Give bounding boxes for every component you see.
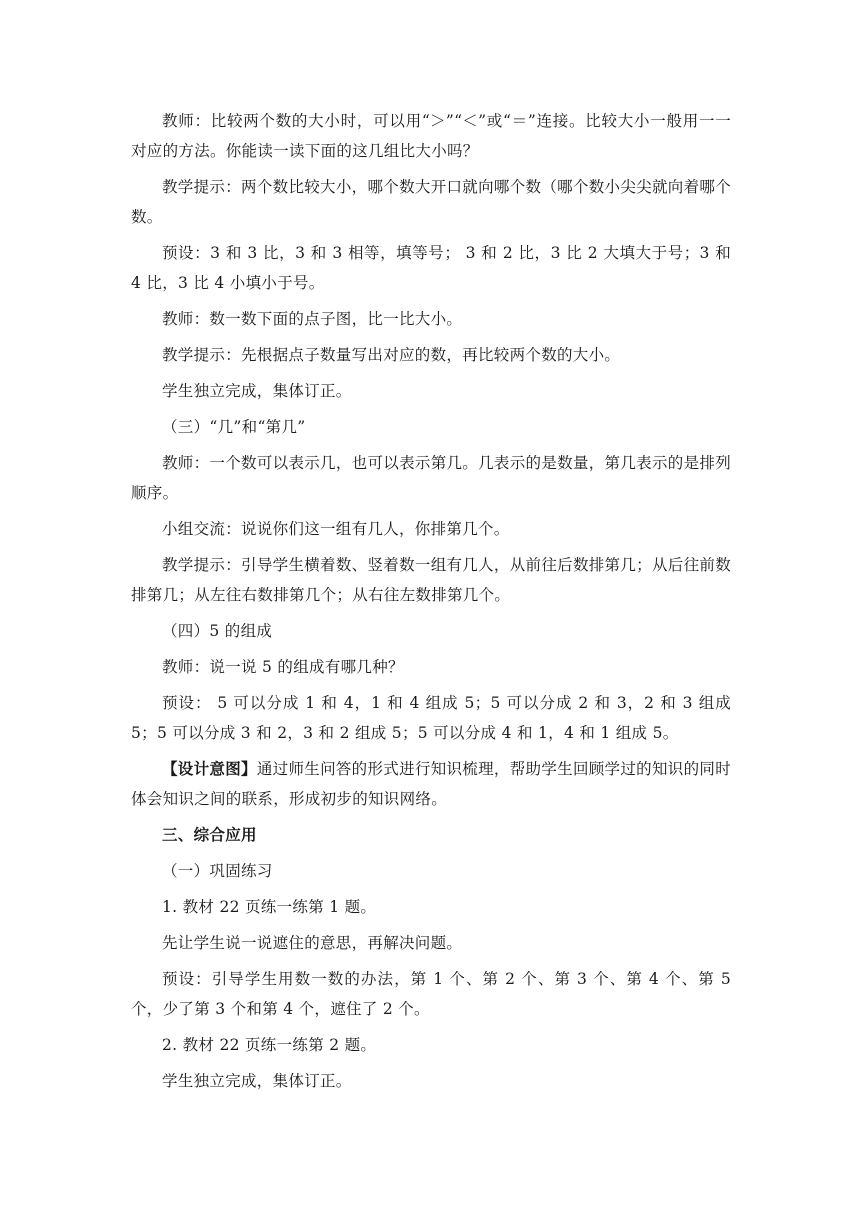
paragraph-teacher-ji: 教师：一个数可以表示几，也可以表示第几。几表示的是数量，第几表示的是排列顺序。 xyxy=(131,454,731,502)
subheading-composition-of-5: （四）5 的组成 xyxy=(162,622,273,640)
paragraph-teacher-compare: 教师：比较两个数的大小时，可以用“＞”“＜”或“＝”连接。比较大小一般用一一对应的方法。你能读一读下面的这几组比大小吗？ xyxy=(131,112,731,160)
paragraph-teaching-tip-dots: 教学提示：先根据点子数量写出对应的数，再比较两个数的大小。 xyxy=(162,346,621,364)
paragraph-preset-composition: 预设： 5 可以分成 1 和 4，1 和 4 组成 5；5 可以分成 2 和 3，2 和 3 组成 5；5 可以分成 3 和 2，3 和 2 组成 5；5 可以分成 4 和 1，4 和 1 组成 5。 xyxy=(131,694,731,742)
paragraph-teaching-tip-compare: 教学提示：两个数比较大小，哪个数大开口就向哪个数（哪个数小尖尖就向着哪个数。 xyxy=(131,178,731,226)
subheading-consolidation-practice: （一）巩固练习 xyxy=(162,862,273,880)
design-intent-text: 通过师生问答的形式进行知识梳理，帮助学生回顾学过的知识的同时体会知识之间的联系，形成初步的知识网络。 xyxy=(131,760,731,808)
subheading-ji-and-diji: （三）“几”和“第几” xyxy=(162,418,306,436)
document-page xyxy=(131,106,731,1102)
paragraph-teacher-dots: 教师：数一数下面的点子图，比一比大小。 xyxy=(162,310,463,328)
paragraph-design-intent xyxy=(131,754,731,814)
paragraph-students-complete-1: 学生独立完成，集体订正。 xyxy=(162,382,352,400)
design-intent-label: 【设计意图】 xyxy=(162,759,257,778)
paragraph-group-discussion: 小组交流：说说你们这一组有几人，你排第几个。 xyxy=(162,520,510,538)
paragraph-exercise-2: 2. 教材 22 页练一练第 2 题。 xyxy=(162,1036,377,1054)
paragraph-preset-compare: 预设：3 和 3 比，3 和 3 相等，填等号； 3 和 2 比，3 比 2 大填大于号；3 和 4 比，3 比 4 小填小于号。 xyxy=(131,244,731,292)
paragraph-exercise-1: 1. 教材 22 页练一练第 1 题。 xyxy=(162,898,377,916)
paragraph-students-complete-2: 学生独立完成，集体订正。 xyxy=(162,1072,352,1090)
paragraph-teacher-composition: 教师：说一说 5 的组成有哪几种？ xyxy=(162,658,404,676)
section-heading-comprehensive-application: 三、综合应用 xyxy=(162,826,257,844)
paragraph-explain-covered: 先让学生说一说遮住的意思，再解决问题。 xyxy=(162,934,463,952)
paragraph-teaching-tip-order: 教学提示：引导学生横着数、竖着数一组有几人，从前往后数排第几；从后往前数排第几；从左往右数排第几个；从右往左数排第几个。 xyxy=(131,556,731,604)
paragraph-preset-counting: 预设：引导学生用数一数的办法，第 1 个、第 2 个、第 3 个、第 4 个、第 5 个，少了第 3 个和第 4 个，遮住了 2 个。 xyxy=(131,970,731,1018)
